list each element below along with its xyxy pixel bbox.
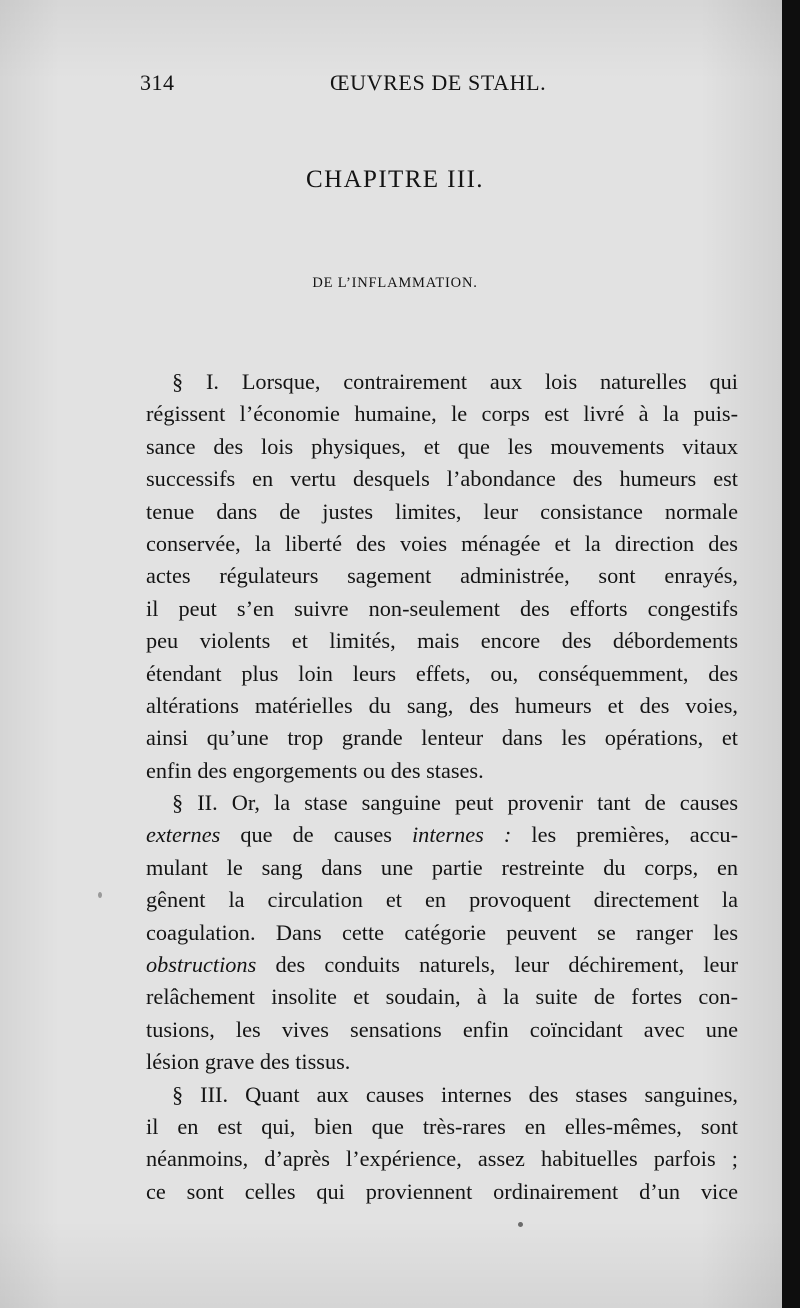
text-line: obstructions des conduits naturels, leur déchirement, leur — [146, 952, 738, 978]
text-line: étendant plus loin leurs effets, ou, conséquemment, des — [146, 660, 738, 686]
paragraph-2 — [146, 787, 738, 1079]
page-number: 314 — [140, 70, 175, 95]
text-line: coagulation. Dans cette catégorie peuvent se ranger les — [146, 919, 738, 945]
chapter-subtitle: DE L’INFLAMMATION. — [312, 275, 478, 291]
text-line: sance des lois physiques, et que les mouvements vitaux — [146, 433, 738, 459]
text-line: gênent la circulation et en provoquent directement la — [146, 887, 738, 913]
text-line: ce sont celles qui proviennent ordinairement d’un vice — [146, 1178, 738, 1204]
text-line: ainsi qu’une trop grande lenteur dans les opérations, et — [146, 725, 738, 751]
text-line: conservée, la liberté des voies ménagée et la direction des — [146, 530, 738, 556]
text-line: enfin des engorgements ou des stases. — [146, 757, 484, 783]
text-line: externes que de causes internes : les premières, accu- — [146, 822, 738, 848]
italic-term: obstructions — [146, 952, 257, 978]
paragraph-1 — [146, 366, 738, 787]
text-line: régissent l’économie humaine, le corps est livré à la puis- — [146, 401, 738, 427]
text-line: il peut s’en suivre non-seulement des efforts congestifs — [146, 595, 738, 621]
text-line: mulant le sang dans une partie restreinte du corps, en — [146, 854, 738, 880]
text-line: relâchement insolite et soudain, à la suite de fortes con- — [146, 984, 738, 1010]
ink-speck — [98, 892, 102, 898]
page-header — [140, 70, 740, 104]
italic-term: internes : — [411, 822, 512, 848]
text-line: § III. Quant aux causes internes des stases sanguines, — [172, 1081, 738, 1107]
running-title: ŒUVRES DE STAHL. — [330, 70, 547, 95]
text-line: § I. Lorsque, contrairement aux lois naturelles qui — [172, 369, 738, 394]
text-line: peu violents et limités, mais encore des débordements — [146, 628, 738, 654]
text-line: actes régulateurs sagement administrée, sont enrayés, — [146, 563, 738, 589]
paragraph-3 — [146, 1079, 738, 1209]
chapter-title: CHAPITRE III. — [306, 166, 484, 193]
text-line: altérations matérielles du sang, des humeurs et des voies, — [146, 692, 738, 718]
body-text — [146, 366, 738, 1208]
text-line: lésion grave des tissus. — [146, 1049, 351, 1075]
text-line: il en est qui, bien que très-rares en elles-mêmes, sont — [146, 1113, 738, 1139]
text-line: tusions, les vives sensations enfin coïncidant avec une — [146, 1016, 738, 1042]
text-line: successifs en vertu desquels l’abondance des humeurs est — [146, 466, 738, 492]
ink-speck — [518, 1222, 523, 1227]
text-line: néanmoins, d’après l’expérience, assez habituelles parfois ; — [146, 1146, 738, 1172]
italic-term: externes — [146, 822, 221, 848]
text-line: § II. Or, la stase sanguine peut provenir tant de causes — [172, 790, 738, 816]
text-line: tenue dans de justes limites, leur consistance normale — [146, 498, 738, 524]
